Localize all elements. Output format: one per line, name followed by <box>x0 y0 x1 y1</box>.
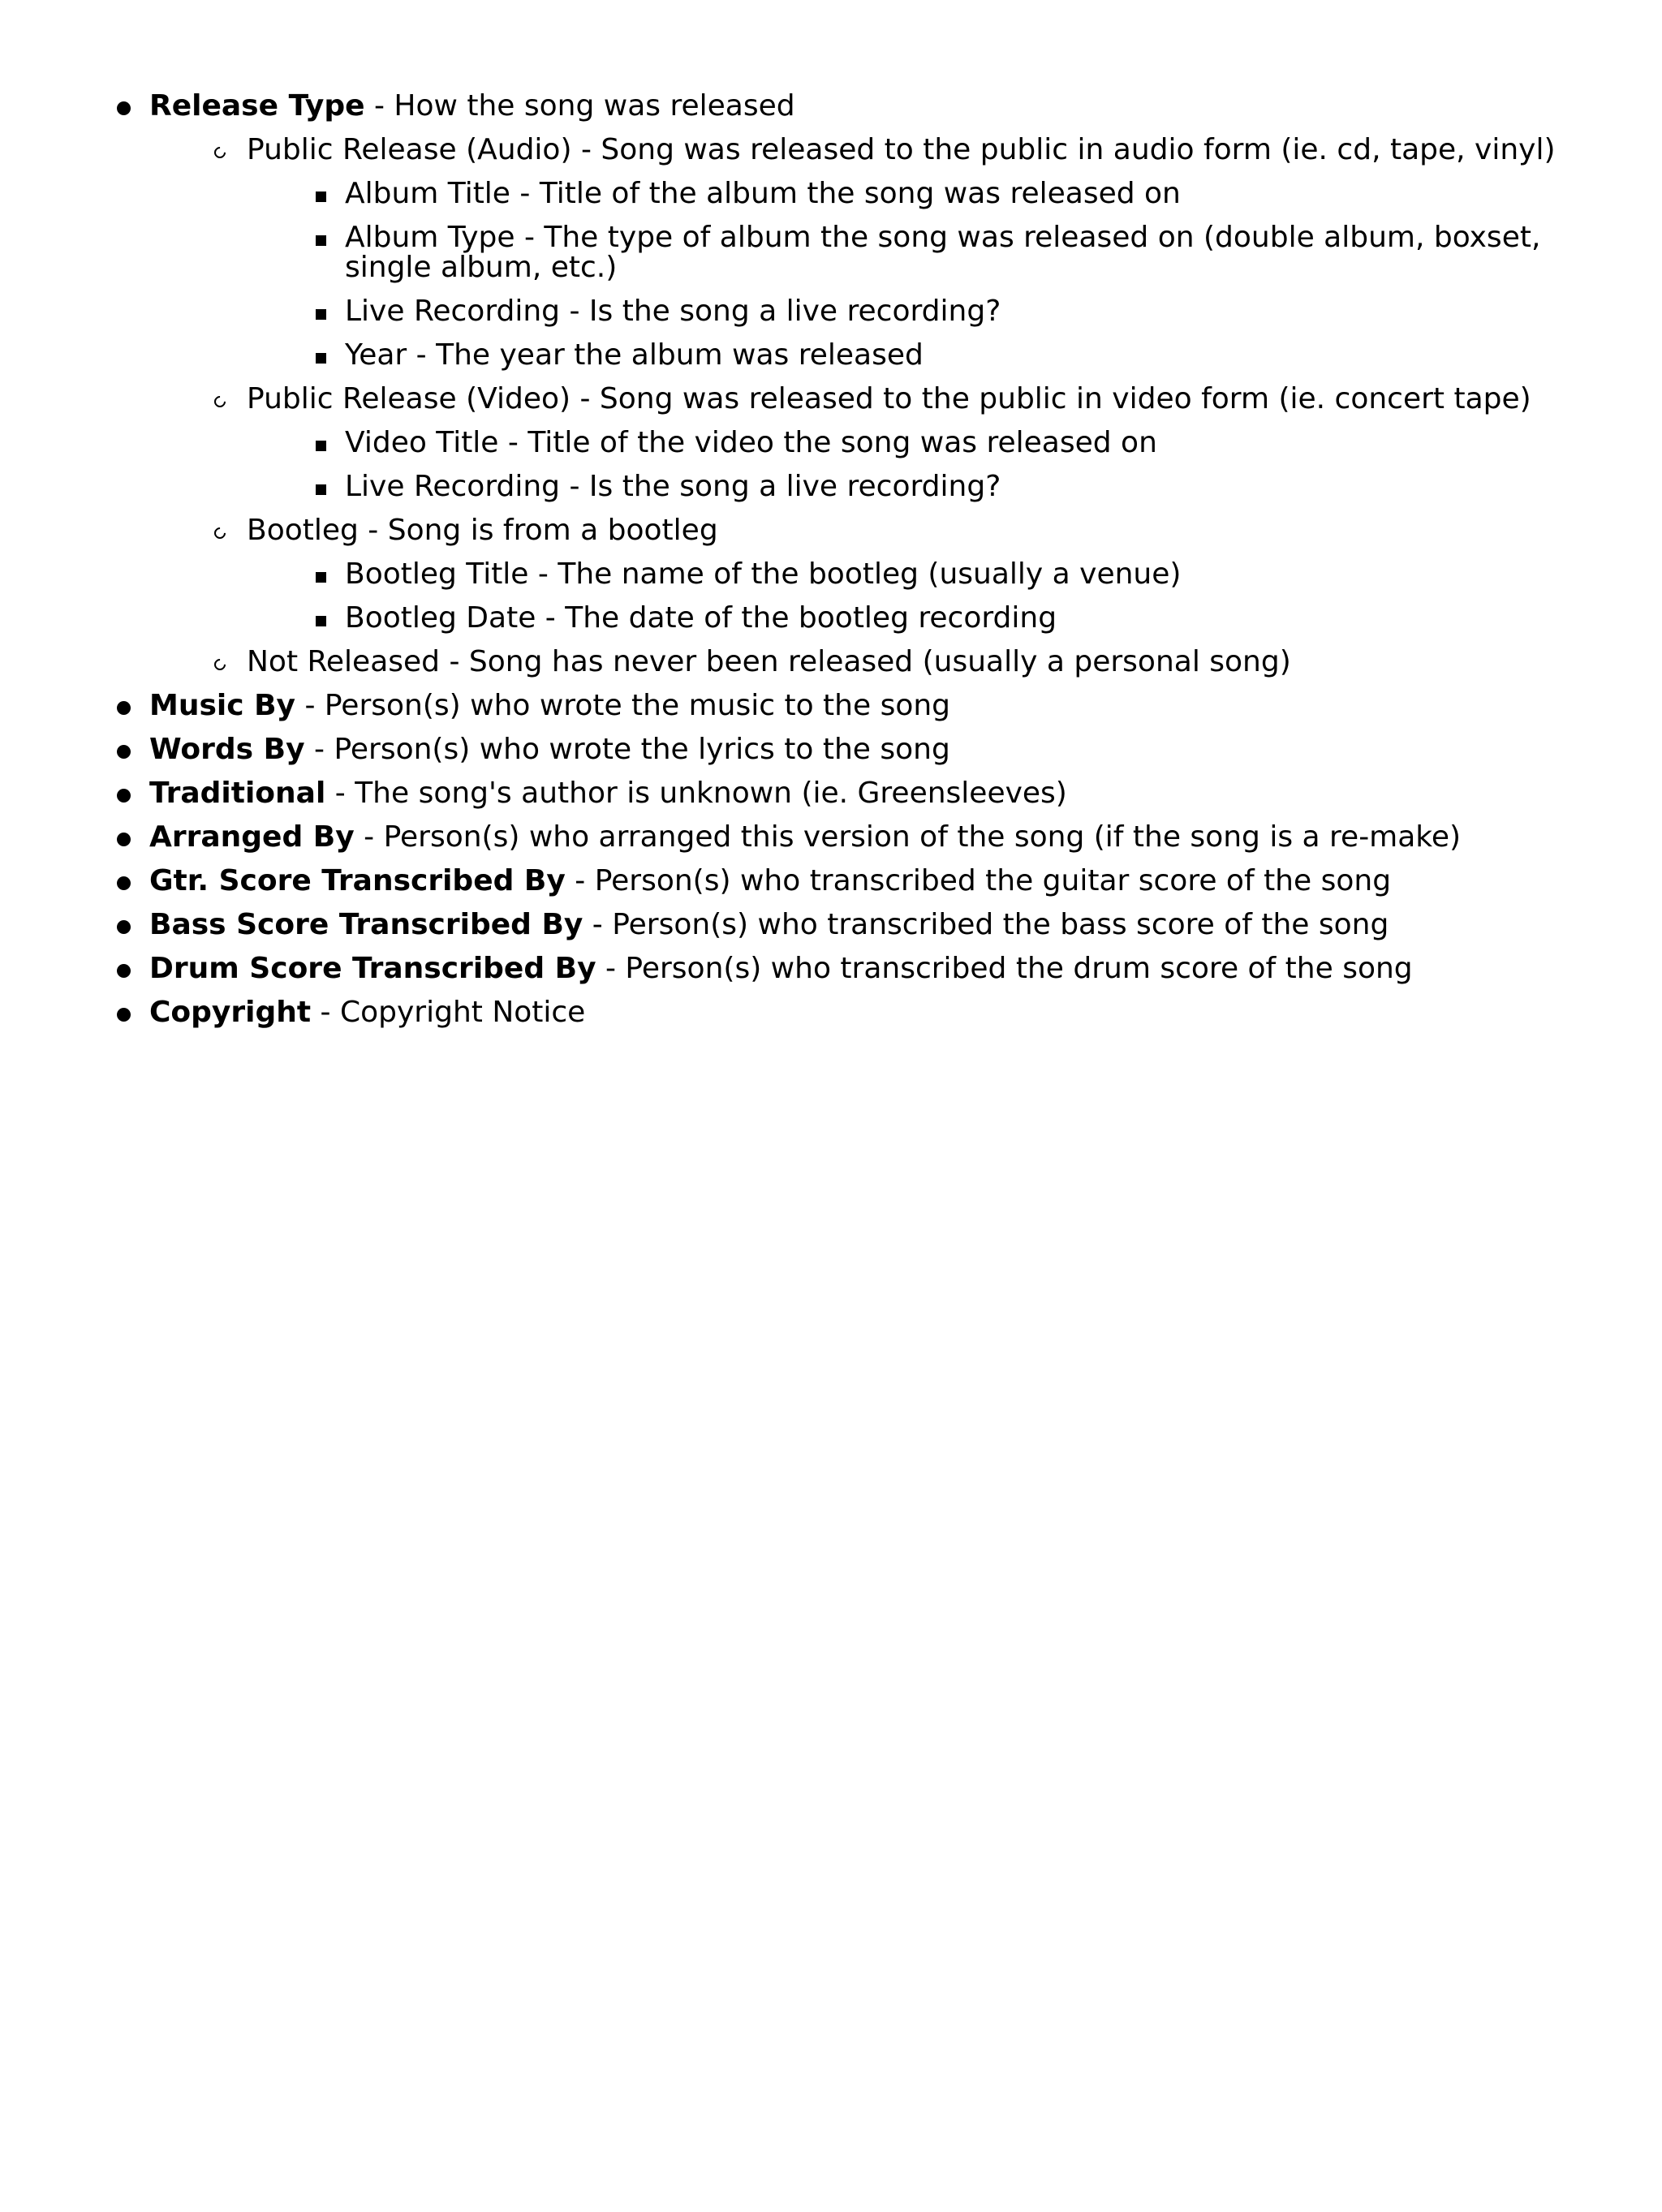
item-text: Public Release (Video) - Song was released to the public in video form (ie. concert tape) <box>247 382 1531 415</box>
circle-bullet-icon <box>212 656 228 673</box>
item-text: Album Title - Title of the album the song was released on <box>345 177 1181 210</box>
square-bullet-icon <box>316 353 326 364</box>
term-description: - Person(s) who wrote the music to the song <box>295 689 951 722</box>
item-text: Live Recording - Is the song a live recording? <box>345 470 1001 503</box>
item-text: Bootleg - Song is from a bootleg <box>247 514 718 547</box>
disc-bullet-icon <box>117 920 131 934</box>
term-label: Drum Score Transcribed By <box>149 952 596 985</box>
circle-bullet-icon <box>212 144 228 161</box>
list-item-copyright <box>0 997 1623 1027</box>
list-item-year <box>0 340 1623 370</box>
disc-bullet-icon <box>117 876 131 890</box>
circle-bullet-icon <box>212 394 228 410</box>
list-item-drum-score-transcribed-by <box>0 953 1623 983</box>
term-label: Words By <box>149 733 305 766</box>
term-description: - The song's author is unknown (ie. Greensleeves) <box>325 777 1067 810</box>
disc-bullet-icon <box>117 789 131 803</box>
list-item-bootleg-title <box>0 559 1623 589</box>
field-definitions-list <box>0 91 1623 1041</box>
list-item-album-type <box>0 222 1623 282</box>
list-item-bootleg <box>0 515 1623 545</box>
term-description: - Person(s) who wrote the lyrics to the song <box>304 733 950 766</box>
term-description: - Copyright Notice <box>311 996 586 1029</box>
square-bullet-icon <box>316 572 326 583</box>
item-text: Video Title - Title of the video the song was released on <box>345 426 1157 459</box>
term-label: Bass Score Transcribed By <box>149 908 583 941</box>
term-description: - Person(s) who arranged this version of the song (if the song is a re-make) <box>354 820 1462 854</box>
list-item-traditional <box>0 778 1623 808</box>
term-label: Arranged By <box>149 820 355 854</box>
item-text: Year - The year the album was released <box>345 338 924 372</box>
term-description: - Person(s) who transcribed the drum score of the song <box>596 952 1413 985</box>
square-bullet-icon <box>316 616 326 626</box>
list-item-gtr-score-transcribed-by <box>0 866 1623 896</box>
square-bullet-icon <box>316 309 326 320</box>
list-item-public-release-video <box>0 384 1623 414</box>
item-text: Public Release (Audio) - Song was released to the public in audio form (ie. cd, tape, vinyl) <box>247 133 1556 166</box>
disc-bullet-icon <box>117 701 131 715</box>
list-item-bootleg-date <box>0 603 1623 633</box>
square-bullet-icon <box>316 235 326 246</box>
list-item-video-title <box>0 428 1623 458</box>
square-bullet-icon <box>316 441 326 451</box>
disc-bullet-icon <box>117 964 131 978</box>
circle-bullet-icon <box>212 525 228 541</box>
term-label: Music By <box>149 689 295 722</box>
item-text: Album Type - The type of album the song was released on (double album, boxset, single album, etc.) <box>345 221 1541 284</box>
term-description: - How the song was released <box>364 89 795 123</box>
term-label: Gtr. Score Transcribed By <box>149 864 566 897</box>
item-text: Not Released - Song has never been released (usually a personal song) <box>247 645 1291 678</box>
list-item-bass-score-transcribed-by <box>0 910 1623 940</box>
list-item-public-release-audio <box>0 135 1623 165</box>
disc-bullet-icon <box>117 833 131 846</box>
square-bullet-icon <box>316 484 326 495</box>
item-text: Bootleg Title - The name of the bootleg (usually a venue) <box>345 557 1182 591</box>
list-item-album-title <box>0 179 1623 209</box>
disc-bullet-icon <box>117 745 131 759</box>
list-item-words-by <box>0 734 1623 764</box>
item-text: Bootleg Date - The date of the bootleg recording <box>345 601 1057 635</box>
term-label: Release Type <box>149 89 365 123</box>
disc-bullet-icon <box>117 101 131 115</box>
list-item-live-recording-audio <box>0 296 1623 326</box>
square-bullet-icon <box>316 192 326 202</box>
list-item-music-by <box>0 691 1623 721</box>
list-item-release-type <box>0 91 1623 121</box>
list-item-arranged-by <box>0 822 1623 852</box>
term-description: - Person(s) who transcribed the bass score of the song <box>583 908 1389 941</box>
term-label: Copyright <box>149 996 312 1029</box>
list-item-live-recording-video <box>0 471 1623 501</box>
disc-bullet-icon <box>117 1008 131 1022</box>
term-label: Traditional <box>149 777 326 810</box>
list-item-not-released <box>0 647 1623 677</box>
item-text: Live Recording - Is the song a live recording? <box>345 295 1001 328</box>
term-description: - Person(s) who transcribed the guitar score of the song <box>565 864 1392 897</box>
